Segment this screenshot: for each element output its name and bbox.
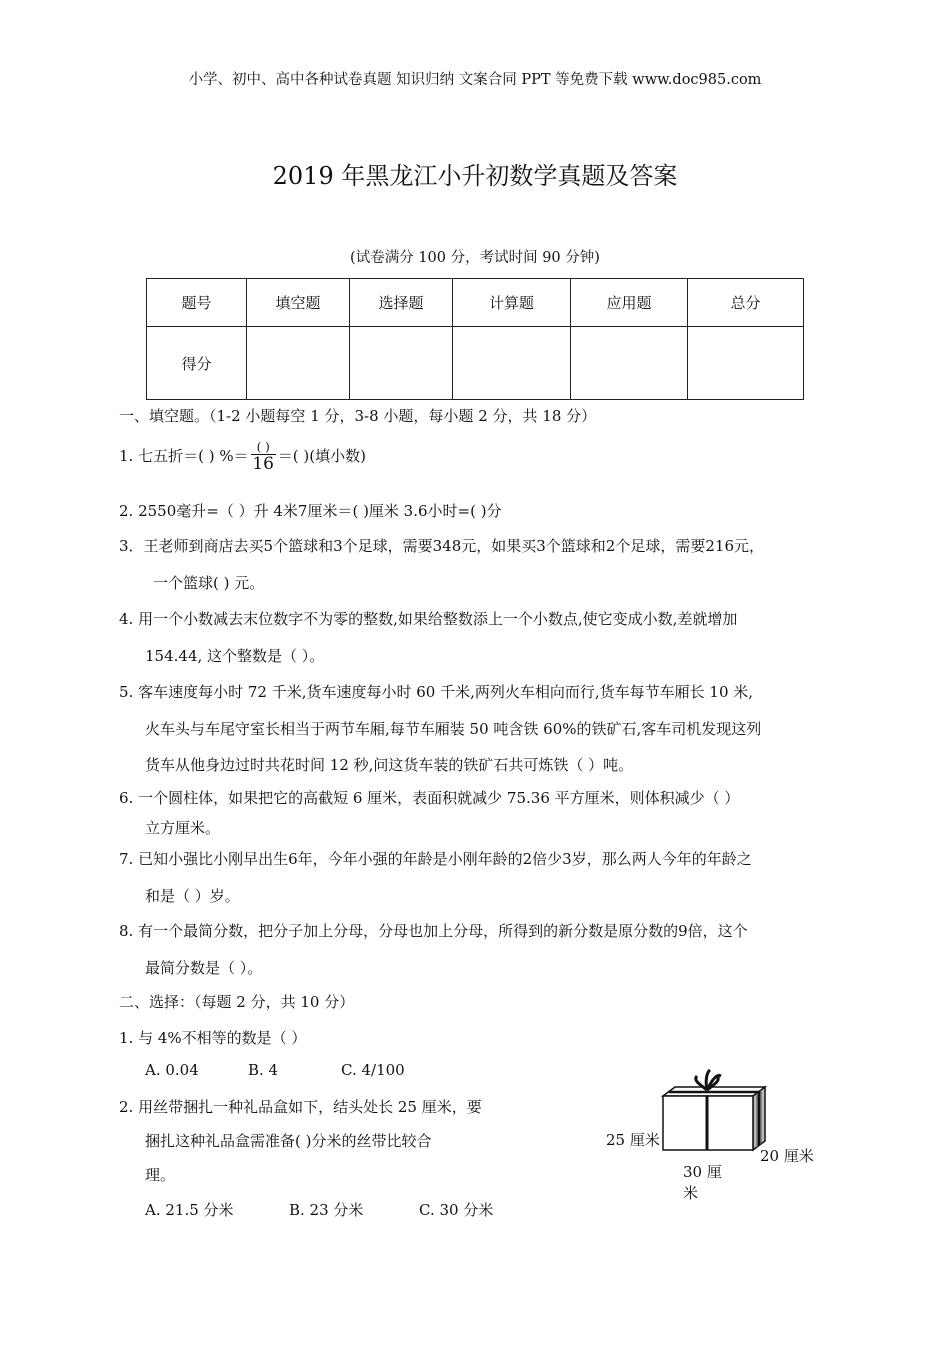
s1-question-8-line2: 最简分数是（ ）。 [145,959,263,977]
s1-question-2: 2. 2550毫升=（ ）升 4米7厘米＝( )厘米 3.6小时=( )分 [119,502,502,520]
page-title: 2019 年黑龙江小升初数学真题及答案 [272,162,678,190]
s1-question-4-line2: 154.44, 这个整数是（ ）。 [145,647,325,665]
score-table [146,278,804,400]
s2-q2-option-a: A. 21.5 分米 [145,1201,234,1219]
s2-q1-option-c: C. 4/100 [341,1061,405,1079]
s2-question-2-line1: 2. 用丝带捆扎一种礼品盒如下，结头处长 25 厘米，要 [119,1098,482,1116]
score-table-header-row [147,279,804,327]
score-table-header: 选择题 [350,279,453,327]
score-cell[interactable] [688,327,804,400]
s1-question-4-line1: 4. 用一个小数减去末位数字不为零的整数,如果给整数添上一个小数点,使它变成小数,差就增加 [119,610,738,628]
score-table-header: 应用题 [571,279,688,327]
figure-label-bottom-1: 30 厘 [683,1163,722,1181]
s1-question-6-line1: 6. 一个圆柱体，如果把它的高截短 6 厘米，表面积就减少 75.36 平方厘米，则体积减少（ ） [119,789,740,807]
s2-question-2-line3: 理。 [145,1166,176,1184]
figure-label-right: 20 厘米 [760,1147,814,1165]
s2-question-2-line2: 捆扎这种礼品盒需准备( )分米的丝带比较合 [145,1132,432,1150]
s2-question-1-stem: 1. 与 4%不相等的数是（ ） [119,1029,307,1047]
s2-q1-option-a: A. 0.04 [145,1061,199,1079]
score-cell[interactable] [350,327,453,400]
s1-question-6-line2: 立方厘米。 [145,819,221,837]
figure-label-bottom-2: 米 [683,1184,699,1202]
s1-question-5-line3: 货车从他身边过时共花时间 12 秒,问这货车装的铁矿石共可炼铁（ ）吨。 [145,756,634,774]
s1-question-7-line2: 和是（ ）岁。 [145,887,240,905]
s1-question-8-line1: 8. 有一个最简分数，把分子加上分母，分母也加上分母，所得到的新分数是原分数的9倍，这个 [119,922,748,940]
section2-heading: 二、选择：（每题 2 分，共 10 分） [119,993,355,1011]
s1-q1-fraction [251,441,276,473]
score-table-header: 计算题 [453,279,571,327]
s1-question-5-line2: 火车头与车尾守室长相当于两节车厢,每节车厢装 50 吨含铁 60%的铁矿石,客车司机发现这列 [145,720,762,738]
exam-subtitle: (试卷满分 100 分，考试时间 90 分钟) [350,250,600,266]
page-header: 小学、初中、高中各种试卷真题 知识归纳 文案合同 PPT 等免费下载 www.doc985.com [188,72,762,88]
s1-q1-prefix: 1. 七五折＝( ) %＝ [119,447,249,465]
s1-question-3-line2: 一个篮球( ) 元。 [153,574,265,592]
s1-question-1 [119,441,366,473]
section1-heading: 一、填空题。（1-2 小题每空 1 分，3-8 小题，每小题 2 分，共 18 分） [119,407,597,425]
figure-label-left: 25 厘米 [606,1131,660,1149]
score-cell[interactable] [571,327,688,400]
score-table-score-row [147,327,804,400]
fraction-numerator: ( ) [251,441,276,455]
s1-q1-suffix: ＝( )(填小数) [277,447,366,465]
s2-q1-option-b: B. 4 [248,1061,279,1079]
s1-question-7-line1: 7. 已知小强比小刚早出生6年，今年小强的年龄是小刚年龄的2倍少3岁，那么两人今年的年龄之 [119,850,752,868]
score-cell[interactable] [247,327,350,400]
gift-box-figure [655,1068,775,1153]
score-row-label: 得分 [147,327,247,400]
score-table-header: 题号 [147,279,247,327]
score-cell[interactable] [453,327,571,400]
fraction-denominator: 16 [252,454,274,474]
s2-q2-option-b: B. 23 分米 [289,1201,364,1219]
s1-question-5-line1: 5. 客车速度每小时 72 千米,货车速度每小时 60 千米,两列火车相向而行,货车每节车厢长 10 米, [119,683,754,701]
score-table-header: 填空题 [247,279,350,327]
score-table-header: 总分 [688,279,804,327]
s1-question-3-line1: 3．王老师到商店去买5个篮球和3个足球，需要348元，如果买3个篮球和2个足球，需要216元， [119,537,764,555]
s2-q2-option-c: C. 30 分米 [419,1201,494,1219]
